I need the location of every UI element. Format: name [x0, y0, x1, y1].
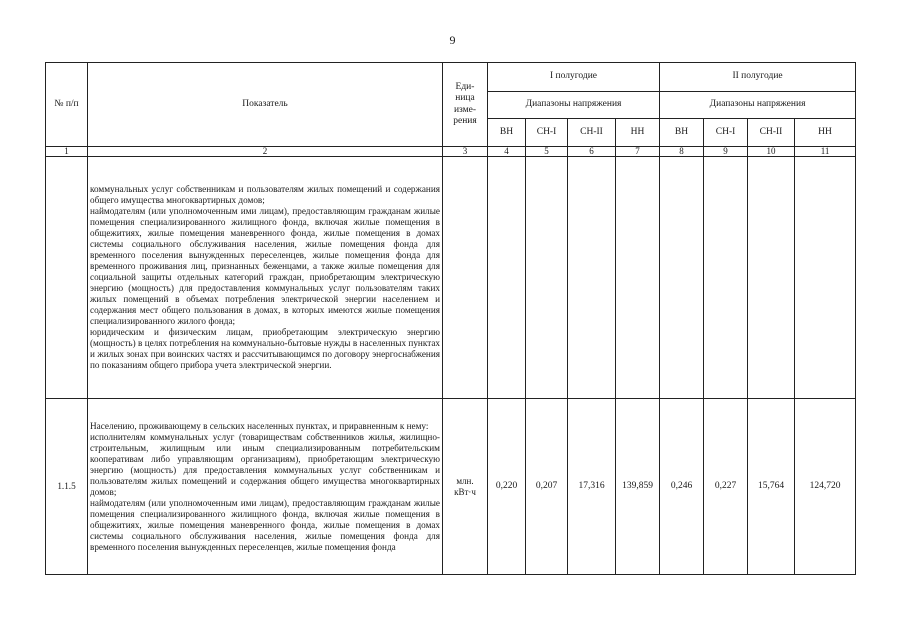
column-number: 11 — [795, 147, 856, 157]
tariff-table — [45, 62, 856, 575]
value-cell — [616, 157, 660, 399]
header-ranges-1: Диапазоны напряжения — [488, 92, 660, 119]
value-cell: 17,316 — [568, 399, 616, 575]
value-cell — [526, 157, 568, 399]
value-cell: 0,207 — [526, 399, 568, 575]
value-cell — [488, 157, 526, 399]
unit-cell — [443, 157, 488, 399]
column-number: 5 — [526, 147, 568, 157]
column-number: 4 — [488, 147, 526, 157]
column-number: 3 — [443, 147, 488, 157]
column-number: 8 — [660, 147, 704, 157]
indicator-cell — [88, 399, 443, 575]
value-cell — [660, 157, 704, 399]
value-cell: 139,859 — [616, 399, 660, 575]
voltage-label: ВН — [488, 119, 526, 147]
voltage-label: СН-I — [526, 119, 568, 147]
indicator-paragraph: коммунальных услуг собственникам и пользователям жилых помещений и содержания общего имущества многоквартирных домов; — [90, 184, 440, 205]
header-ranges-2: Диапазоны напряжения — [660, 92, 856, 119]
voltage-label: НН — [616, 119, 660, 147]
column-number: 7 — [616, 147, 660, 157]
voltage-label: ВН — [660, 119, 704, 147]
unit-cell: млн. кВт·ч — [443, 399, 488, 575]
value-cell — [748, 157, 795, 399]
value-cell: 0,227 — [704, 399, 748, 575]
voltage-label: СН-II — [568, 119, 616, 147]
indicator-paragraph: наймодателям (или уполномоченным ими лицам), предоставляющим гражданам жилые помещения специализированного жилищного фонда, включая жилые помещения в общежитиях, жилые помещения маневренного фонда, жилые помещения в домах системы социального обслуживания населения, жилые помещения фонда для временного поселения вынужденных переселенцев, жилые помещения фонда — [90, 497, 440, 552]
header-indicator: Показатель — [88, 63, 443, 147]
header-unit — [443, 63, 488, 147]
voltage-label: НН — [795, 119, 856, 147]
header-unit-text: Еди- ница изме- рения — [453, 81, 477, 126]
table-row — [46, 157, 856, 399]
value-cell: 15,764 — [748, 399, 795, 575]
header-half2: II полугодие — [660, 63, 856, 92]
voltage-label: СН-II — [748, 119, 795, 147]
indicator-paragraph: Населению, проживающему в сельских населенных пунктах, и приравненным к нему: — [90, 420, 429, 431]
indicator-paragraph: юридическим и физическим лицам, приобретающим электрическую энергию (мощность) в целях потребления на коммунально-бытовые нужды в населенных пунктах и жилых зонах при воинских частях и рассчитывающимся по договору энергоснабжения по показаниям общего прибора учета электрической энергии. — [90, 327, 440, 370]
column-number: 2 — [88, 147, 443, 157]
value-cell: 0,246 — [660, 399, 704, 575]
indicator-cell — [88, 157, 443, 399]
value-cell — [704, 157, 748, 399]
table-row — [46, 399, 856, 575]
column-number: 6 — [568, 147, 616, 157]
column-number: 10 — [748, 147, 795, 157]
indicator-paragraph: наймодателям (или уполномоченным ими лицам), предоставляющим гражданам жилые помещения специализированного жилищного фонда, включая жилые помещения в общежитиях, жилые помещения маневренного фонда, жилые помещения в домах системы социального обслуживания населения, жилые помещения фонда для временного поселения вынужденных переселенцев, жилые помещения фонда для временного проживания лиц, признанных беженцами, а также жилые помещения для социальной защиты отдельных категорий граждан, приобретающим электрическую энергию (мощность) для предоставления коммунальных услуг пользователям таких жилых помещений в объемах потребления электрической энергии населением и содержания мест общего пользования в домах, в которых имеются жилые помещения специализированного жилого фонда; — [90, 206, 440, 326]
row-number — [46, 157, 88, 399]
page-number: 9 — [449, 33, 456, 47]
value-cell — [568, 157, 616, 399]
row-number: 1.1.5 — [46, 399, 88, 575]
indicator-paragraph: исполнителям коммунальных услуг (товариществам собственников жилья, жилищно-строительным, жилищным или иным специализированным потребительским кооперативам либо управляющим организациям), приобретающим электрическую энергию (мощность) для предоставления коммунальных услуг собственникам и пользователям жилых помещений и содержания общего имущества многоквартирных домов; — [90, 431, 440, 497]
value-cell: 0,220 — [488, 399, 526, 575]
header-half1: I полугодие — [488, 63, 660, 92]
voltage-label: СН-I — [704, 119, 748, 147]
header-num: № п/п — [46, 63, 88, 147]
column-number: 9 — [704, 147, 748, 157]
value-cell — [795, 157, 856, 399]
column-number: 1 — [46, 147, 88, 157]
value-cell: 124,720 — [795, 399, 856, 575]
